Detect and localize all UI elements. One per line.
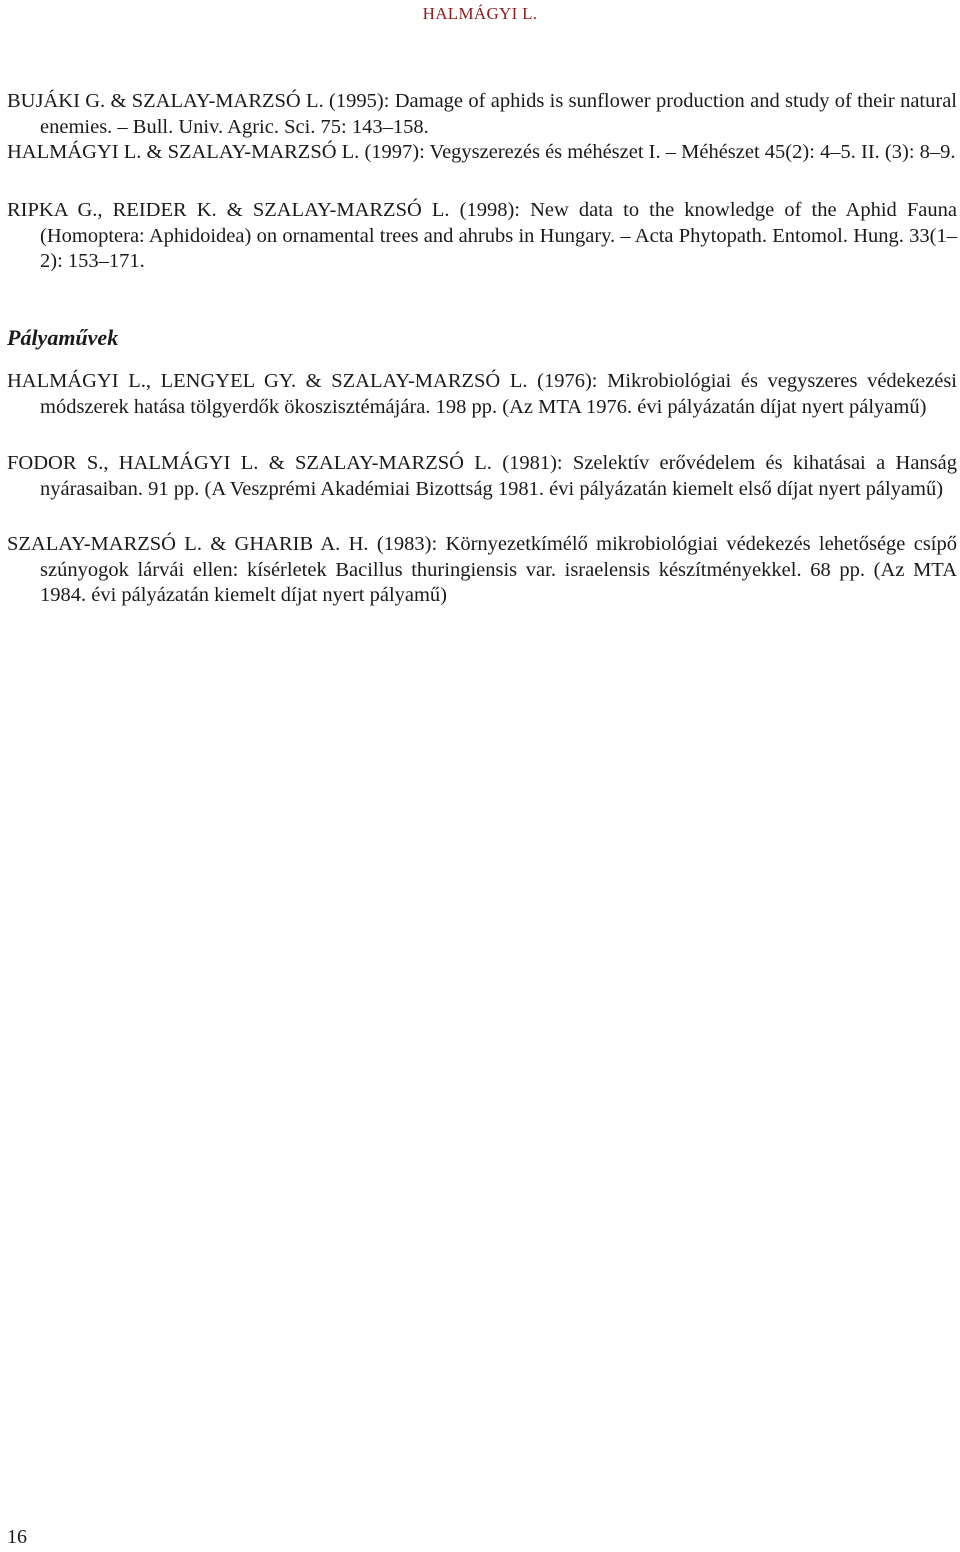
reference-entry — [7, 89, 957, 140]
page-number: 16 — [7, 1526, 27, 1548]
work-entry — [7, 532, 957, 609]
reference-authors: HALMÁGYI L. & SZALAY-MARZSÓ L. — [7, 141, 360, 163]
reference-text: (1997): Vegyszerezés és méhészet I. – Méhészet 45(2): 4–5. II. (3): 8–9. — [359, 141, 956, 163]
reference-authors: RIPKA G., REIDER K. & SZALAY-MARZSÓ L. — [7, 199, 450, 221]
work-text: (1983): Környezetkímélő mikrobiológiai védekezés lehetősége csípő szúnyogok lárvái ellen: kísérletek Bacillus thuringiensis var. israelensis készítményekkel. 68 pp. (Az MTA 1984. évi pályázatán kiemelt díjat nyert pályamű) — [40, 533, 957, 606]
work-text: (1981): Szelektív erővédelem és kihatásai a Hanság nyárasaiban. 91 pp. (A Veszprémi Akadémiai Bizottság 1981. évi pályázatán kiemelt első díjat nyert pályamű) — [40, 452, 957, 500]
work-authors: SZALAY-MARZSÓ L. & GHARIB A. H. — [7, 533, 369, 555]
work-authors: FODOR S., HALMÁGYI L. & SZALAY-MARZSÓ L. — [7, 452, 492, 474]
work-entry — [7, 451, 957, 502]
reference-text: (1998): New data to the knowledge of the Aphid Fauna (Homoptera: Aphidoidea) on ornamental trees and ahrubs in Hungary. – Acta Phytopath. Entomol. Hung. 33(1–2): 153–171. — [40, 199, 957, 272]
section-title: Pályaművek — [7, 325, 119, 350]
work-entry — [7, 369, 957, 420]
work-authors: HALMÁGYI L., LENGYEL GY. & SZALAY-MARZSÓ L. — [7, 370, 528, 392]
work-text: (1976): Mikrobiológiai és vegyszeres védekezési módszerek hatása tölgyerdők ökoszisztémájára. 198 pp. (Az MTA 1976. évi pályázatán díjat nyert pályamű) — [40, 370, 958, 418]
reference-entry — [7, 198, 957, 275]
reference-entry — [7, 140, 957, 166]
reference-text: (1995): Damage of aphids is sunflower production and study of their natural enemies. – Bull. Univ. Agric. Sci. 75: 143–158. — [40, 90, 957, 138]
running-head: HALMÁGYI L. — [422, 4, 538, 23]
reference-authors: BUJÁKI G. & SZALAY-MARZSÓ L. — [7, 90, 324, 112]
